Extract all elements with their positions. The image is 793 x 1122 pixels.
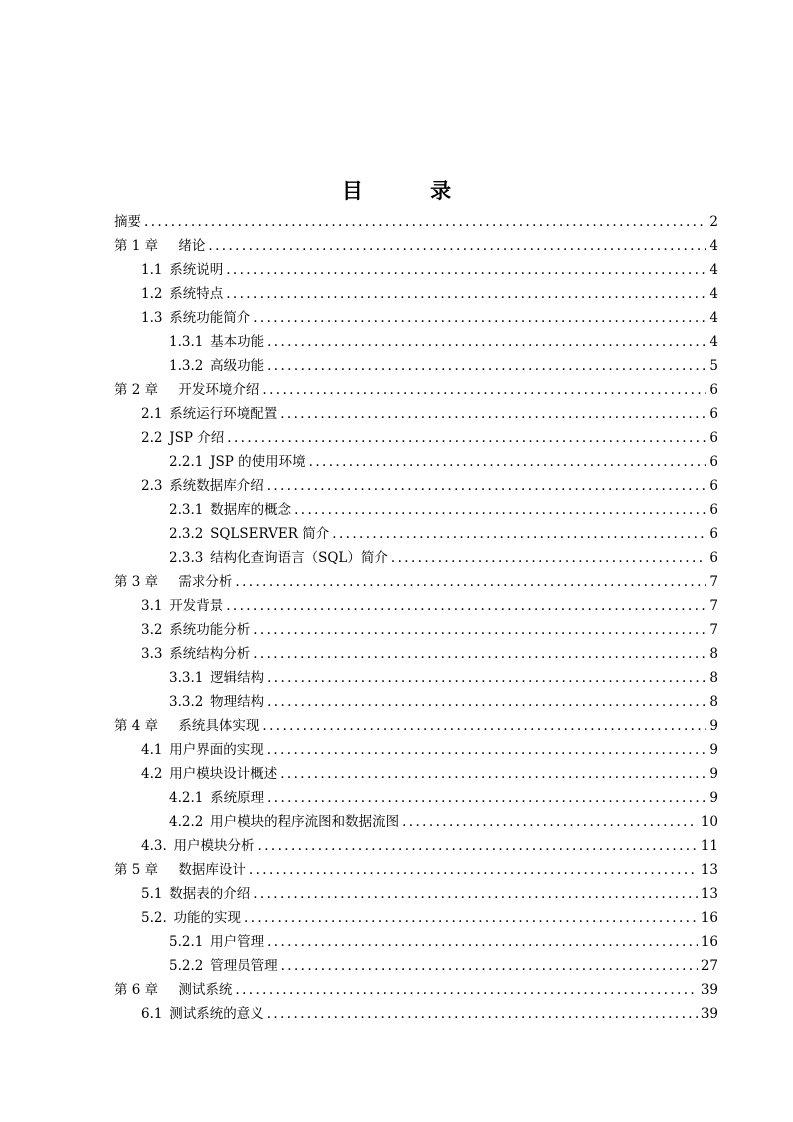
toc-entry-number: 2.2	[141, 430, 163, 446]
toc-leader-dots	[235, 570, 706, 594]
toc-entry-text: 测试系统的意义	[169, 1006, 264, 1022]
toc-entry[interactable]	[114, 738, 718, 762]
toc-entry-page: 6	[709, 526, 718, 542]
toc-leader-dots	[267, 690, 706, 714]
toc-entry-number: 第 6 章	[114, 982, 159, 998]
toc-leader-dots	[235, 978, 697, 1002]
toc-entry-number: 1.1	[141, 262, 163, 278]
toc-entry-page: 4	[709, 286, 718, 302]
toc-entry-number: 2.3	[141, 478, 163, 494]
toc-entry-text: 系统具体实现	[178, 718, 260, 734]
toc-entry-number: 第 1 章	[114, 238, 159, 254]
toc-entry-spacer	[203, 330, 210, 354]
toc-entry-text: 系统功能简介	[169, 310, 251, 326]
toc-entry-page: 8	[709, 670, 718, 686]
toc-leader-dots	[280, 402, 706, 426]
toc-entry-number: 5.2.	[141, 910, 167, 926]
toc-entry-text: 用户界面的实现	[169, 742, 264, 758]
toc-entry-page: 8	[709, 694, 718, 710]
toc-leader-dots	[281, 954, 698, 978]
toc-entry-spacer	[162, 258, 169, 282]
toc-entry-text: 需求分析	[178, 574, 233, 590]
toc-entry-text: 用户模块设计概述	[169, 766, 278, 782]
toc-entry-number: 3.3	[141, 646, 163, 662]
toc-entry-number: 4.2	[141, 766, 163, 782]
toc-entry-text: JSP 介绍	[169, 430, 225, 446]
toc-entry-spacer	[203, 666, 210, 690]
toc-entry[interactable]	[114, 282, 718, 306]
toc-leader-dots	[267, 474, 707, 498]
toc-entry[interactable]	[114, 618, 718, 642]
toc-leader-dots	[267, 930, 698, 954]
toc-entry-number: 4.3.	[141, 838, 167, 854]
toc-entry[interactable]	[114, 546, 718, 570]
toc-leader-dots	[332, 522, 706, 546]
toc-leader-dots	[267, 666, 706, 690]
toc-entry-text: 基本功能	[210, 334, 265, 350]
toc-entry-text: 测试系统	[178, 982, 233, 998]
toc-entry-text: 功能的实现	[173, 910, 242, 926]
toc-entry[interactable]	[114, 402, 718, 426]
toc-entry[interactable]	[114, 858, 718, 882]
toc-entry-text: 绪论	[178, 238, 206, 254]
toc-entry-page: 7	[709, 622, 718, 638]
toc-leader-dots	[208, 234, 706, 258]
toc-leader-dots	[262, 714, 706, 738]
toc-leader-dots	[253, 618, 706, 642]
toc-entry-page: 16	[700, 934, 718, 950]
toc-entry-number: 5.2.2	[169, 958, 204, 974]
toc-entry-spacer	[158, 714, 178, 738]
toc-entry-number: 2.3.3	[169, 550, 204, 566]
toc-entry-spacer	[167, 906, 174, 930]
toc-entry-page: 6	[709, 478, 718, 494]
toc-leader-dots	[267, 330, 706, 354]
toc-entry-spacer	[162, 282, 169, 306]
toc-entry[interactable]	[114, 954, 718, 978]
toc-entry[interactable]	[114, 426, 718, 450]
toc-entry-text: 摘要	[114, 214, 141, 230]
toc-entry-text: 系统特点	[169, 286, 224, 302]
toc-entry-number: 2.3.2	[169, 526, 204, 542]
toc-entry-number: 2.2.1	[169, 454, 204, 470]
toc-entry-spacer	[162, 402, 169, 426]
toc-entry-page: 6	[709, 406, 718, 422]
toc-entry-page: 27	[700, 958, 718, 974]
toc-entry-text: 系统说明	[169, 262, 224, 278]
toc-entry-text: 系统原理	[210, 790, 265, 806]
toc-entry-page: 4	[709, 334, 718, 350]
toc-leader-dots	[294, 498, 706, 522]
toc-entry-page: 4	[709, 310, 718, 326]
toc-entry-page: 4	[709, 238, 718, 254]
toc-entry[interactable]	[114, 882, 718, 906]
toc-entry-text: 系统运行环境配置	[169, 406, 278, 422]
toc-entry-page: 9	[709, 718, 718, 734]
toc-entry-text: 逻辑结构	[210, 670, 265, 686]
toc-entry-page: 9	[709, 766, 718, 782]
toc-entry[interactable]	[114, 978, 718, 1002]
toc-entry-text: JSP 的使用环境	[210, 454, 306, 470]
toc-entry-spacer	[162, 594, 169, 618]
toc-entry-number: 4.1	[141, 742, 163, 758]
toc-entry-number: 3.2	[141, 622, 163, 638]
toc-entry-text: 数据库的概念	[210, 502, 292, 518]
toc-entry-text: 用户模块分析	[173, 838, 255, 854]
toc-entry[interactable]	[114, 714, 718, 738]
toc-entry-text: 开发环境介绍	[178, 382, 260, 398]
toc-entry-page: 39	[700, 982, 718, 998]
toc-entry-spacer	[162, 306, 169, 330]
toc-entry-page: 6	[709, 382, 718, 398]
toc-entry-spacer	[203, 546, 210, 570]
toc-entry-page: 9	[709, 742, 718, 758]
toc-title: 目 录	[341, 179, 482, 203]
toc-leader-dots	[253, 882, 698, 906]
toc-entry-page: 39	[700, 1006, 718, 1022]
toc-entry-spacer	[162, 1002, 169, 1026]
toc-entry-number: 4.2.2	[169, 814, 204, 830]
toc-entry-text: 系统结构分析	[169, 646, 251, 662]
toc-entry-text: 数据库设计	[178, 862, 246, 878]
toc-entry-spacer	[203, 690, 210, 714]
toc-entry-spacer	[162, 738, 169, 762]
toc-entry[interactable]	[114, 1002, 718, 1026]
toc-entry-spacer	[203, 786, 210, 810]
toc-entry-number: 1.3.2	[169, 358, 204, 374]
toc-entry-spacer	[158, 234, 178, 258]
toc-entry[interactable]	[114, 258, 718, 282]
toc-entry[interactable]	[114, 762, 718, 786]
toc-entry-text: 用户管理	[210, 934, 265, 950]
toc-entry[interactable]	[114, 666, 718, 690]
toc-leader-dots	[267, 354, 706, 378]
toc-entry-page: 6	[709, 454, 718, 470]
toc-entry-spacer	[167, 834, 174, 858]
toc-entry-page: 7	[709, 598, 718, 614]
toc-entry-spacer	[162, 882, 169, 906]
toc-entry-number: 3.1	[141, 598, 163, 614]
toc-entry[interactable]	[114, 570, 718, 594]
toc-entry[interactable]	[114, 210, 718, 234]
toc-entry-number: 4.2.1	[169, 790, 204, 806]
toc-entry-number: 5.2.1	[169, 934, 204, 950]
toc-entry[interactable]	[114, 354, 718, 378]
toc-entry[interactable]	[114, 378, 718, 402]
toc-entry-page: 13	[700, 862, 718, 878]
toc-entry-text: 物理结构	[210, 694, 265, 710]
toc-entry-number: 3.3.1	[169, 670, 204, 686]
toc-leader-dots	[267, 738, 707, 762]
toc-entry-text: 用户模块的程序流图和数据流图	[210, 814, 400, 830]
toc-entry-number: 1.3	[141, 310, 163, 326]
toc-entry[interactable]	[114, 834, 718, 858]
toc-entry-spacer	[203, 954, 210, 978]
toc-entry-page: 10	[700, 814, 718, 830]
toc-leader-dots	[253, 642, 706, 666]
toc-entry-spacer	[162, 762, 169, 786]
toc-leader-dots	[226, 282, 706, 306]
toc-entry-number: 第 3 章	[114, 574, 159, 590]
toc-entry-text: 管理员管理	[210, 958, 278, 974]
toc-entry-spacer	[162, 618, 169, 642]
toc-entry-page: 11	[700, 838, 718, 854]
toc-entry-number: 3.3.2	[169, 694, 204, 710]
toc-entry-number: 1.2	[141, 286, 163, 302]
toc-entry[interactable]	[114, 594, 718, 618]
toc-leader-dots	[280, 762, 706, 786]
toc-entry-text: 高级功能	[210, 358, 265, 374]
toc-entry-spacer	[158, 378, 178, 402]
toc-entry-spacer	[203, 354, 210, 378]
toc-entry[interactable]	[114, 930, 718, 954]
toc-entry-spacer	[158, 858, 178, 882]
toc-entry-page: 6	[709, 502, 718, 518]
toc-entry-number: 第 5 章	[114, 862, 159, 878]
toc-entry[interactable]	[114, 786, 718, 810]
toc-entry-spacer	[203, 498, 210, 522]
toc-entry[interactable]	[114, 642, 718, 666]
toc-entry-page: 6	[709, 550, 718, 566]
toc-entry-page: 9	[709, 790, 718, 806]
toc-leader-dots	[226, 594, 706, 618]
toc-entry-spacer	[158, 570, 178, 594]
toc-entry[interactable]	[114, 450, 718, 474]
toc-entry-number: 第 4 章	[114, 718, 159, 734]
toc-leader-dots	[253, 306, 706, 330]
toc-entry-page: 8	[709, 646, 718, 662]
toc-leader-dots	[227, 426, 706, 450]
toc-entry-number: 2.3.1	[169, 502, 204, 518]
toc-entry-number: 1.3.1	[169, 334, 204, 350]
toc-entry[interactable]	[114, 234, 718, 258]
toc-entry[interactable]	[114, 306, 718, 330]
toc-leader-dots	[144, 210, 706, 234]
toc-entry-page: 7	[709, 574, 718, 590]
toc-list	[114, 210, 718, 1026]
toc-entry[interactable]	[114, 330, 718, 354]
toc-entry-spacer	[162, 642, 169, 666]
toc-entry-number: 2.1	[141, 406, 163, 422]
toc-leader-dots	[244, 906, 698, 930]
toc-entry[interactable]	[114, 906, 718, 930]
toc-entry-number: 6.1	[141, 1006, 163, 1022]
toc-entry[interactable]	[114, 690, 718, 714]
toc-leader-dots	[267, 1002, 698, 1026]
toc-entry-spacer	[203, 930, 210, 954]
toc-entry-text: 结构化查询语言（SQL）简介	[210, 550, 388, 566]
toc-entry-number: 第 2 章	[114, 382, 159, 398]
toc-entry[interactable]	[114, 498, 718, 522]
toc-entry-text: 开发背景	[169, 598, 224, 614]
toc-leader-dots	[267, 786, 706, 810]
toc-entry-text: 系统功能分析	[169, 622, 251, 638]
toc-entry-spacer	[203, 522, 210, 546]
toc-leader-dots	[226, 258, 706, 282]
toc-entry-page: 2	[709, 214, 718, 230]
toc-leader-dots	[309, 450, 707, 474]
toc-entry-page: 13	[700, 886, 718, 902]
toc-leader-dots	[391, 546, 707, 570]
toc-entry-spacer	[158, 978, 178, 1002]
toc-leader-dots	[249, 858, 698, 882]
toc-entry-text: 数据表的介绍	[169, 886, 251, 902]
toc-entry[interactable]	[114, 810, 718, 834]
toc-entry-page: 6	[709, 430, 718, 446]
toc-leader-dots	[258, 834, 698, 858]
toc-entry-spacer	[162, 474, 169, 498]
toc-entry-page: 16	[700, 910, 718, 926]
toc-leader-dots	[262, 378, 706, 402]
toc-entry-page: 4	[709, 262, 718, 278]
toc-entry[interactable]	[114, 474, 718, 498]
toc-entry-spacer	[203, 810, 210, 834]
toc-entry-text: SQLSERVER 简介	[210, 526, 330, 542]
toc-entry[interactable]	[114, 522, 718, 546]
toc-entry-page: 5	[709, 358, 718, 374]
toc-entry-number: 5.1	[141, 886, 163, 902]
toc-entry-text: 系统数据库介绍	[169, 478, 264, 494]
toc-leader-dots	[402, 810, 698, 834]
